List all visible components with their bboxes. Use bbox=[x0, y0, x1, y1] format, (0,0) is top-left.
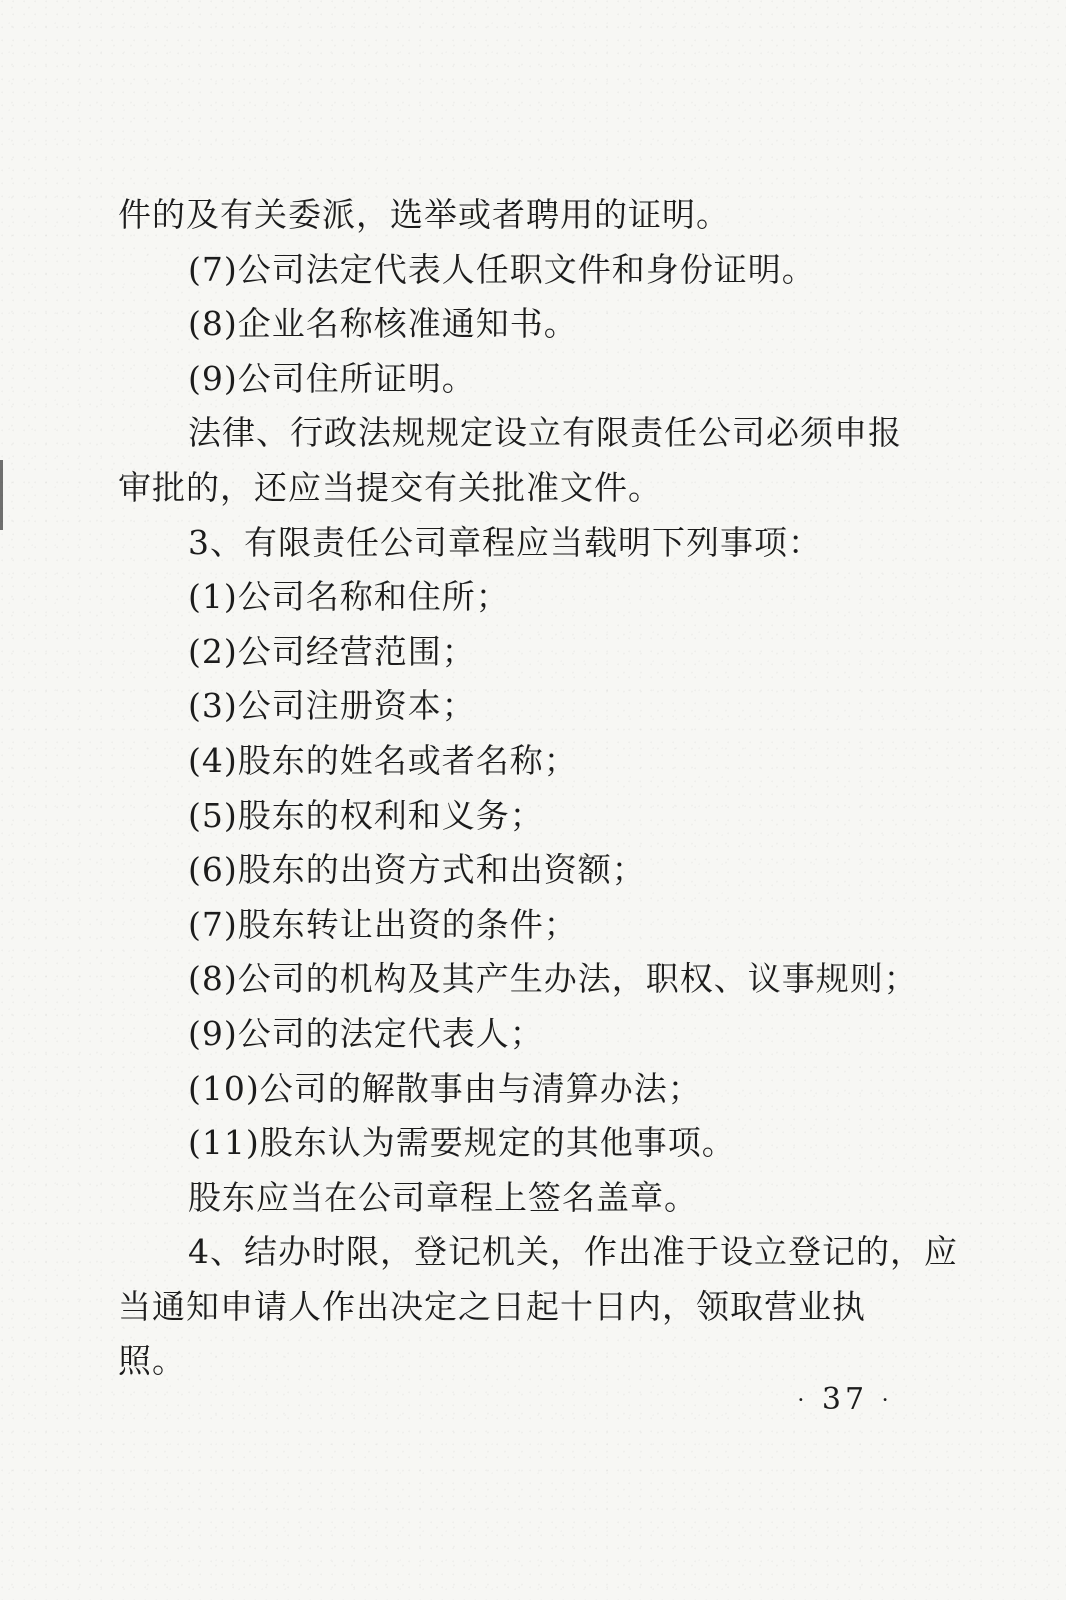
text-line: 3、有限责任公司章程应当载明下列事项： bbox=[188, 522, 822, 562]
text-line: 当通知申请人作出决定之日起十日内，领取营业执 bbox=[118, 1286, 866, 1326]
scan-edge-mark bbox=[0, 460, 3, 530]
text-line: 法律、行政法规规定设立有限责任公司必须申报 bbox=[188, 413, 902, 453]
text-line: 审批的，还应当提交有关批准文件。 bbox=[118, 467, 662, 507]
text-line: (2)公司经营范围； bbox=[188, 631, 476, 671]
page-number-dot-left: · bbox=[797, 1388, 809, 1414]
text-line: (6)股东的出资方式和出资额； bbox=[188, 850, 646, 890]
text-line: 4、结办时限，登记机关，作出准于设立登记的，应 bbox=[188, 1232, 958, 1272]
text-line: 件的及有关委派，选举或者聘用的证明。 bbox=[118, 195, 730, 234]
page-number-dot-right: · bbox=[881, 1388, 893, 1414]
text-line: (5)股东的权利和义务； bbox=[188, 795, 544, 835]
text-line: (7)股东转让出资的条件； bbox=[188, 904, 578, 944]
body-text bbox=[118, 188, 958, 1389]
text-line: (8)公司的机构及其产生办法，职权、议事规则； bbox=[188, 959, 918, 999]
text-line: (10)公司的解散事由与清算办法； bbox=[188, 1068, 702, 1108]
text-line: 照。 bbox=[118, 1341, 186, 1381]
text-line: (3)公司注册资本； bbox=[188, 686, 476, 726]
text-line: (4)股东的姓名或者名称； bbox=[188, 740, 578, 780]
text-line: (9)公司住所证明。 bbox=[188, 358, 476, 398]
text-line: (11)股东认为需要规定的其他事项。 bbox=[188, 1123, 736, 1163]
text-line: (1)公司名称和住所； bbox=[188, 577, 510, 617]
text-line: (8)企业名称核准通知书。 bbox=[188, 304, 578, 344]
page-number bbox=[790, 1382, 900, 1417]
text-line: (7)公司法定代表人任职文件和身份证明。 bbox=[188, 249, 816, 289]
text-line: (9)公司的法定代表人； bbox=[188, 1013, 544, 1053]
text-line: 股东应当在公司章程上签名盖章。 bbox=[188, 1177, 698, 1217]
page-number-value: 37 bbox=[821, 1382, 869, 1417]
